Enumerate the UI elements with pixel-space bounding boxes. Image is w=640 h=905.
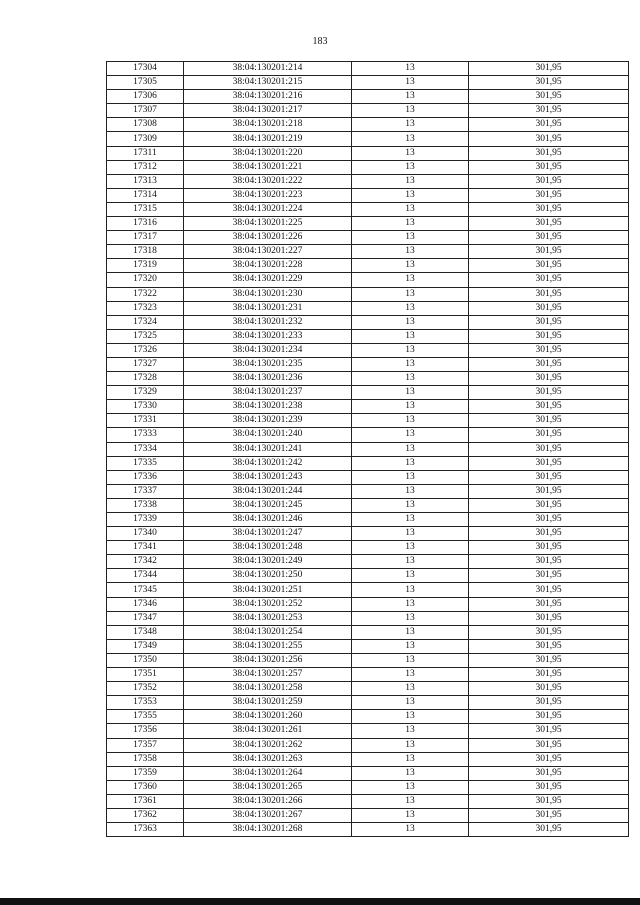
cell-cadastral-number: 38:04:130201:259 <box>184 696 352 710</box>
cell-cadastral-number: 38:04:130201:260 <box>184 710 352 724</box>
table-row <box>107 132 629 146</box>
cell-cadastral-number: 38:04:130201:241 <box>184 442 352 456</box>
cadastral-table <box>106 61 629 837</box>
cell-record-number: 17333 <box>107 428 184 442</box>
cell-value: 301,95 <box>469 174 629 188</box>
cell-cadastral-number: 38:04:130201:228 <box>184 259 352 273</box>
table-row <box>107 372 629 386</box>
cell-quantity: 13 <box>352 569 469 583</box>
cell-value: 301,95 <box>469 231 629 245</box>
cell-value: 301,95 <box>469 611 629 625</box>
cell-quantity: 13 <box>352 541 469 555</box>
cell-record-number: 17348 <box>107 625 184 639</box>
cell-quantity: 13 <box>352 104 469 118</box>
cell-cadastral-number: 38:04:130201:261 <box>184 724 352 738</box>
cell-value: 301,95 <box>469 202 629 216</box>
cell-value: 301,95 <box>469 315 629 329</box>
cell-record-number: 17346 <box>107 597 184 611</box>
cell-cadastral-number: 38:04:130201:250 <box>184 569 352 583</box>
cell-quantity: 13 <box>352 76 469 90</box>
cell-value: 301,95 <box>469 696 629 710</box>
cell-value: 301,95 <box>469 569 629 583</box>
cell-cadastral-number: 38:04:130201:268 <box>184 823 352 837</box>
cell-record-number: 17337 <box>107 484 184 498</box>
table-row <box>107 62 629 76</box>
cell-quantity: 13 <box>352 682 469 696</box>
cell-record-number: 17342 <box>107 555 184 569</box>
cell-cadastral-number: 38:04:130201:242 <box>184 456 352 470</box>
cell-record-number: 17359 <box>107 766 184 780</box>
cell-record-number: 17318 <box>107 245 184 259</box>
cell-record-number: 17306 <box>107 90 184 104</box>
cell-cadastral-number: 38:04:130201:247 <box>184 527 352 541</box>
cell-value: 301,95 <box>469 188 629 202</box>
cell-record-number: 17319 <box>107 259 184 273</box>
cell-cadastral-number: 38:04:130201:231 <box>184 301 352 315</box>
cell-record-number: 17329 <box>107 386 184 400</box>
table-row <box>107 541 629 555</box>
table-row <box>107 343 629 357</box>
cell-quantity: 13 <box>352 442 469 456</box>
cell-value: 301,95 <box>469 160 629 174</box>
cell-cadastral-number: 38:04:130201:265 <box>184 780 352 794</box>
cell-value: 301,95 <box>469 794 629 808</box>
cell-cadastral-number: 38:04:130201:234 <box>184 343 352 357</box>
cell-cadastral-number: 38:04:130201:233 <box>184 329 352 343</box>
cell-cadastral-number: 38:04:130201:216 <box>184 90 352 104</box>
cell-record-number: 17317 <box>107 231 184 245</box>
cell-record-number: 17311 <box>107 146 184 160</box>
cell-value: 301,95 <box>469 118 629 132</box>
cell-quantity: 13 <box>352 752 469 766</box>
table-row <box>107 104 629 118</box>
cell-record-number: 17357 <box>107 738 184 752</box>
cell-value: 301,95 <box>469 90 629 104</box>
cell-quantity: 13 <box>352 513 469 527</box>
cell-value: 301,95 <box>469 386 629 400</box>
scan-edge-bar <box>0 898 640 905</box>
cell-cadastral-number: 38:04:130201:245 <box>184 498 352 512</box>
cell-record-number: 17331 <box>107 414 184 428</box>
cell-record-number: 17326 <box>107 343 184 357</box>
cell-value: 301,95 <box>469 724 629 738</box>
cell-cadastral-number: 38:04:130201:252 <box>184 597 352 611</box>
cell-quantity: 13 <box>352 428 469 442</box>
cell-value: 301,95 <box>469 372 629 386</box>
cell-quantity: 13 <box>352 780 469 794</box>
cell-cadastral-number: 38:04:130201:255 <box>184 639 352 653</box>
table-row <box>107 625 629 639</box>
table-row <box>107 259 629 273</box>
cell-cadastral-number: 38:04:130201:229 <box>184 273 352 287</box>
table-row <box>107 118 629 132</box>
cell-value: 301,95 <box>469 682 629 696</box>
table-row <box>107 653 629 667</box>
table-row <box>107 611 629 625</box>
cell-cadastral-number: 38:04:130201:240 <box>184 428 352 442</box>
cell-cadastral-number: 38:04:130201:222 <box>184 174 352 188</box>
cell-value: 301,95 <box>469 625 629 639</box>
cell-record-number: 17339 <box>107 513 184 527</box>
cell-record-number: 17340 <box>107 527 184 541</box>
table-row <box>107 76 629 90</box>
table-row <box>107 555 629 569</box>
table-row <box>107 823 629 837</box>
cell-quantity: 13 <box>352 174 469 188</box>
cell-value: 301,95 <box>469 287 629 301</box>
cell-quantity: 13 <box>352 653 469 667</box>
table-row <box>107 808 629 822</box>
cell-value: 301,95 <box>469 273 629 287</box>
table-row <box>107 724 629 738</box>
cell-value: 301,95 <box>469 217 629 231</box>
table-row <box>107 146 629 160</box>
table-row <box>107 780 629 794</box>
table-row <box>107 245 629 259</box>
table-row <box>107 498 629 512</box>
table-row <box>107 174 629 188</box>
cell-record-number: 17338 <box>107 498 184 512</box>
cell-record-number: 17315 <box>107 202 184 216</box>
cell-value: 301,95 <box>469 555 629 569</box>
cell-quantity: 13 <box>352 808 469 822</box>
cell-quantity: 13 <box>352 738 469 752</box>
cell-record-number: 17309 <box>107 132 184 146</box>
cell-cadastral-number: 38:04:130201:239 <box>184 414 352 428</box>
cell-quantity: 13 <box>352 527 469 541</box>
cell-record-number: 17355 <box>107 710 184 724</box>
cell-cadastral-number: 38:04:130201:227 <box>184 245 352 259</box>
cell-record-number: 17313 <box>107 174 184 188</box>
cell-record-number: 17361 <box>107 794 184 808</box>
cell-record-number: 17335 <box>107 456 184 470</box>
cell-cadastral-number: 38:04:130201:232 <box>184 315 352 329</box>
cell-record-number: 17328 <box>107 372 184 386</box>
table-row <box>107 315 629 329</box>
cell-cadastral-number: 38:04:130201:219 <box>184 132 352 146</box>
table-row <box>107 484 629 498</box>
cell-value: 301,95 <box>469 301 629 315</box>
cell-record-number: 17305 <box>107 76 184 90</box>
cell-quantity: 13 <box>352 456 469 470</box>
cell-record-number: 17323 <box>107 301 184 315</box>
cell-quantity: 13 <box>352 343 469 357</box>
table-row <box>107 188 629 202</box>
cell-cadastral-number: 38:04:130201:217 <box>184 104 352 118</box>
cell-cadastral-number: 38:04:130201:248 <box>184 541 352 555</box>
cell-value: 301,95 <box>469 62 629 76</box>
cell-cadastral-number: 38:04:130201:257 <box>184 668 352 682</box>
cell-quantity: 13 <box>352 217 469 231</box>
cell-cadastral-number: 38:04:130201:230 <box>184 287 352 301</box>
table-row <box>107 414 629 428</box>
cell-quantity: 13 <box>352 329 469 343</box>
cell-quantity: 13 <box>352 668 469 682</box>
table-row <box>107 273 629 287</box>
cell-quantity: 13 <box>352 611 469 625</box>
cell-cadastral-number: 38:04:130201:224 <box>184 202 352 216</box>
cell-cadastral-number: 38:04:130201:235 <box>184 357 352 371</box>
table-row <box>107 738 629 752</box>
cell-quantity: 13 <box>352 639 469 653</box>
table-row <box>107 583 629 597</box>
cell-quantity: 13 <box>352 498 469 512</box>
cell-record-number: 17320 <box>107 273 184 287</box>
cell-quantity: 13 <box>352 273 469 287</box>
cell-value: 301,95 <box>469 498 629 512</box>
cell-quantity: 13 <box>352 583 469 597</box>
cell-cadastral-number: 38:04:130201:249 <box>184 555 352 569</box>
table-row <box>107 668 629 682</box>
cell-cadastral-number: 38:04:130201:243 <box>184 470 352 484</box>
cell-value: 301,95 <box>469 400 629 414</box>
cell-record-number: 17352 <box>107 682 184 696</box>
cell-quantity: 13 <box>352 132 469 146</box>
cell-cadastral-number: 38:04:130201:236 <box>184 372 352 386</box>
cell-value: 301,95 <box>469 823 629 837</box>
cell-cadastral-number: 38:04:130201:215 <box>184 76 352 90</box>
cell-record-number: 17325 <box>107 329 184 343</box>
cell-quantity: 13 <box>352 597 469 611</box>
cell-record-number: 17341 <box>107 541 184 555</box>
table-row <box>107 710 629 724</box>
table-row <box>107 160 629 174</box>
table-row <box>107 470 629 484</box>
table-row <box>107 696 629 710</box>
cell-quantity: 13 <box>352 202 469 216</box>
table-row <box>107 527 629 541</box>
cell-record-number: 17334 <box>107 442 184 456</box>
table-row <box>107 794 629 808</box>
cell-record-number: 17358 <box>107 752 184 766</box>
cell-cadastral-number: 38:04:130201:256 <box>184 653 352 667</box>
cell-record-number: 17307 <box>107 104 184 118</box>
cell-value: 301,95 <box>469 780 629 794</box>
cell-cadastral-number: 38:04:130201:251 <box>184 583 352 597</box>
cell-value: 301,95 <box>469 132 629 146</box>
cell-record-number: 17308 <box>107 118 184 132</box>
cell-cadastral-number: 38:04:130201:264 <box>184 766 352 780</box>
table-row <box>107 357 629 371</box>
cell-quantity: 13 <box>352 188 469 202</box>
cell-quantity: 13 <box>352 724 469 738</box>
cell-record-number: 17312 <box>107 160 184 174</box>
cell-cadastral-number: 38:04:130201:221 <box>184 160 352 174</box>
table-row <box>107 513 629 527</box>
cell-record-number: 17351 <box>107 668 184 682</box>
cell-value: 301,95 <box>469 456 629 470</box>
table-row <box>107 400 629 414</box>
cell-cadastral-number: 38:04:130201:238 <box>184 400 352 414</box>
cell-record-number: 17336 <box>107 470 184 484</box>
table-row <box>107 428 629 442</box>
cell-value: 301,95 <box>469 470 629 484</box>
cell-value: 301,95 <box>469 329 629 343</box>
cell-value: 301,95 <box>469 414 629 428</box>
cell-value: 301,95 <box>469 484 629 498</box>
cell-value: 301,95 <box>469 597 629 611</box>
cell-cadastral-number: 38:04:130201:258 <box>184 682 352 696</box>
cell-quantity: 13 <box>352 357 469 371</box>
cell-cadastral-number: 38:04:130201:220 <box>184 146 352 160</box>
cell-cadastral-number: 38:04:130201:266 <box>184 794 352 808</box>
table-row <box>107 301 629 315</box>
cell-quantity: 13 <box>352 62 469 76</box>
cell-quantity: 13 <box>352 470 469 484</box>
cell-value: 301,95 <box>469 76 629 90</box>
cell-quantity: 13 <box>352 90 469 104</box>
cell-value: 301,95 <box>469 653 629 667</box>
cell-record-number: 17362 <box>107 808 184 822</box>
cell-quantity: 13 <box>352 118 469 132</box>
cell-quantity: 13 <box>352 794 469 808</box>
cell-quantity: 13 <box>352 400 469 414</box>
cell-quantity: 13 <box>352 287 469 301</box>
cell-cadastral-number: 38:04:130201:254 <box>184 625 352 639</box>
cell-quantity: 13 <box>352 231 469 245</box>
page-number: 183 <box>312 36 328 47</box>
cell-value: 301,95 <box>469 541 629 555</box>
cell-value: 301,95 <box>469 428 629 442</box>
cell-quantity: 13 <box>352 696 469 710</box>
table-row <box>107 287 629 301</box>
cell-value: 301,95 <box>469 752 629 766</box>
cell-quantity: 13 <box>352 315 469 329</box>
cell-value: 301,95 <box>469 639 629 653</box>
table-row <box>107 202 629 216</box>
cell-quantity: 13 <box>352 710 469 724</box>
cell-value: 301,95 <box>469 104 629 118</box>
cell-record-number: 17304 <box>107 62 184 76</box>
cell-cadastral-number: 38:04:130201:246 <box>184 513 352 527</box>
cell-cadastral-number: 38:04:130201:237 <box>184 386 352 400</box>
cell-record-number: 17345 <box>107 583 184 597</box>
cell-record-number: 17350 <box>107 653 184 667</box>
cell-quantity: 13 <box>352 766 469 780</box>
cell-quantity: 13 <box>352 160 469 174</box>
cell-cadastral-number: 38:04:130201:218 <box>184 118 352 132</box>
cell-record-number: 17327 <box>107 357 184 371</box>
cell-value: 301,95 <box>469 527 629 541</box>
table-row <box>107 639 629 653</box>
cell-record-number: 17322 <box>107 287 184 301</box>
cell-record-number: 17344 <box>107 569 184 583</box>
cell-cadastral-number: 38:04:130201:214 <box>184 62 352 76</box>
table-row <box>107 231 629 245</box>
cell-quantity: 13 <box>352 386 469 400</box>
table-body <box>107 62 629 837</box>
cell-record-number: 17324 <box>107 315 184 329</box>
cell-value: 301,95 <box>469 357 629 371</box>
cell-record-number: 17356 <box>107 724 184 738</box>
table-row <box>107 766 629 780</box>
cell-quantity: 13 <box>352 146 469 160</box>
cell-record-number: 17347 <box>107 611 184 625</box>
cell-value: 301,95 <box>469 808 629 822</box>
cell-record-number: 17353 <box>107 696 184 710</box>
cell-value: 301,95 <box>469 766 629 780</box>
cell-record-number: 17314 <box>107 188 184 202</box>
table-row <box>107 597 629 611</box>
table-row <box>107 682 629 696</box>
cell-quantity: 13 <box>352 372 469 386</box>
cell-cadastral-number: 38:04:130201:244 <box>184 484 352 498</box>
cell-record-number: 17360 <box>107 780 184 794</box>
table-row <box>107 752 629 766</box>
cell-record-number: 17330 <box>107 400 184 414</box>
cell-quantity: 13 <box>352 245 469 259</box>
cell-value: 301,95 <box>469 583 629 597</box>
cell-cadastral-number: 38:04:130201:225 <box>184 217 352 231</box>
table-row <box>107 456 629 470</box>
cell-quantity: 13 <box>352 555 469 569</box>
cell-quantity: 13 <box>352 823 469 837</box>
cell-value: 301,95 <box>469 146 629 160</box>
cell-value: 301,95 <box>469 738 629 752</box>
cell-value: 301,95 <box>469 710 629 724</box>
table-row <box>107 442 629 456</box>
cell-quantity: 13 <box>352 414 469 428</box>
cell-quantity: 13 <box>352 259 469 273</box>
cell-cadastral-number: 38:04:130201:267 <box>184 808 352 822</box>
cell-quantity: 13 <box>352 625 469 639</box>
cell-record-number: 17363 <box>107 823 184 837</box>
cell-value: 301,95 <box>469 259 629 273</box>
cell-value: 301,95 <box>469 245 629 259</box>
cell-quantity: 13 <box>352 484 469 498</box>
table-row <box>107 569 629 583</box>
cell-cadastral-number: 38:04:130201:253 <box>184 611 352 625</box>
table-row <box>107 90 629 104</box>
cell-cadastral-number: 38:04:130201:226 <box>184 231 352 245</box>
cell-value: 301,95 <box>469 343 629 357</box>
cell-value: 301,95 <box>469 442 629 456</box>
cell-cadastral-number: 38:04:130201:263 <box>184 752 352 766</box>
table-row <box>107 386 629 400</box>
cell-quantity: 13 <box>352 301 469 315</box>
cell-cadastral-number: 38:04:130201:223 <box>184 188 352 202</box>
cell-value: 301,95 <box>469 668 629 682</box>
cell-record-number: 17316 <box>107 217 184 231</box>
table-row <box>107 329 629 343</box>
cell-value: 301,95 <box>469 513 629 527</box>
cell-cadastral-number: 38:04:130201:262 <box>184 738 352 752</box>
cell-record-number: 17349 <box>107 639 184 653</box>
table-row <box>107 217 629 231</box>
